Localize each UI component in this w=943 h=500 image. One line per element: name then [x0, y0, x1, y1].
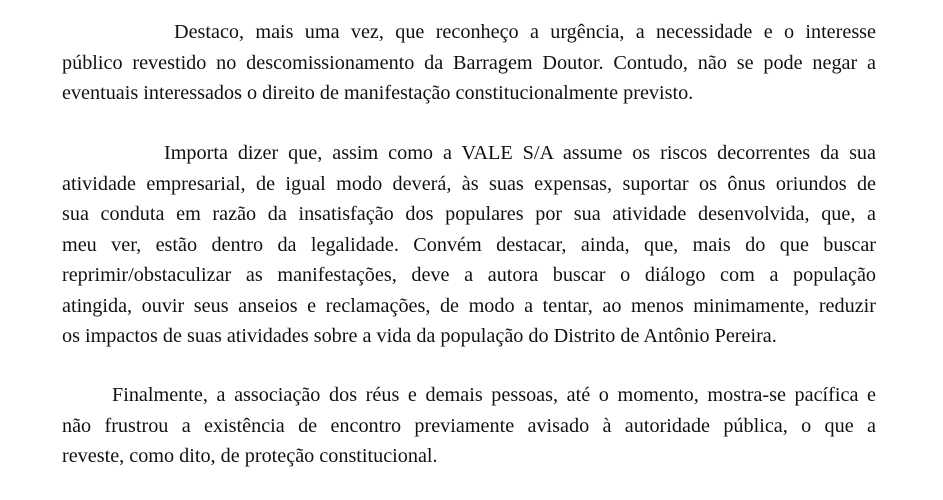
paragraph-line: atividade empresarial, de igual modo deverá, às suas expensas, suportar os ônus oriundos de	[62, 172, 876, 195]
paragraph-line: Importa dizer que, assim como a VALE S/A assume os riscos decorrentes da sua	[164, 142, 876, 164]
paragraph-1	[62, 17, 876, 109]
paragraph-line: eventuais interessados o direito de manifestação constitucionalmente previsto.	[62, 82, 694, 104]
paragraph-line: os impactos de suas atividades sobre a vida da população do Distrito de Antônio Pereira.	[62, 325, 777, 347]
document-page	[62, 0, 876, 500]
paragraph-line: reprimir/obstaculizar as manifestações, deve a autora buscar o diálogo com a população	[62, 264, 876, 286]
paragraph-line: público revestido no descomissionamento da Barragem Doutor. Contudo, não se pode negar a	[62, 51, 876, 74]
paragraph-line: sua conduta em razão da insatisfação dos populares por sua atividade desenvolvida, que, a	[62, 203, 876, 225]
paragraph-line: não frustrou a existência de encontro previamente avisado à autoridade pública, o que a	[62, 414, 876, 437]
paragraph-line: meu ver, estão dentro da legalidade. Convém destacar, ainda, que, mais do que buscar	[62, 233, 876, 256]
paragraph-line: reveste, como dito, de proteção constitucional.	[62, 445, 438, 467]
paragraph-line: Destaco, mais uma vez, que reconheço a urgência, a necessidade e o interesse	[174, 21, 876, 43]
paragraph-2	[62, 138, 876, 352]
paragraph-3	[62, 380, 876, 472]
paragraph-line: Finalmente, a associação dos réus e demais pessoas, até o momento, mostra-se pacífica e	[112, 384, 876, 406]
paragraph-line: atingida, ouvir seus anseios e reclamações, de modo a tentar, ao menos minimamente, reduzir	[62, 294, 876, 317]
